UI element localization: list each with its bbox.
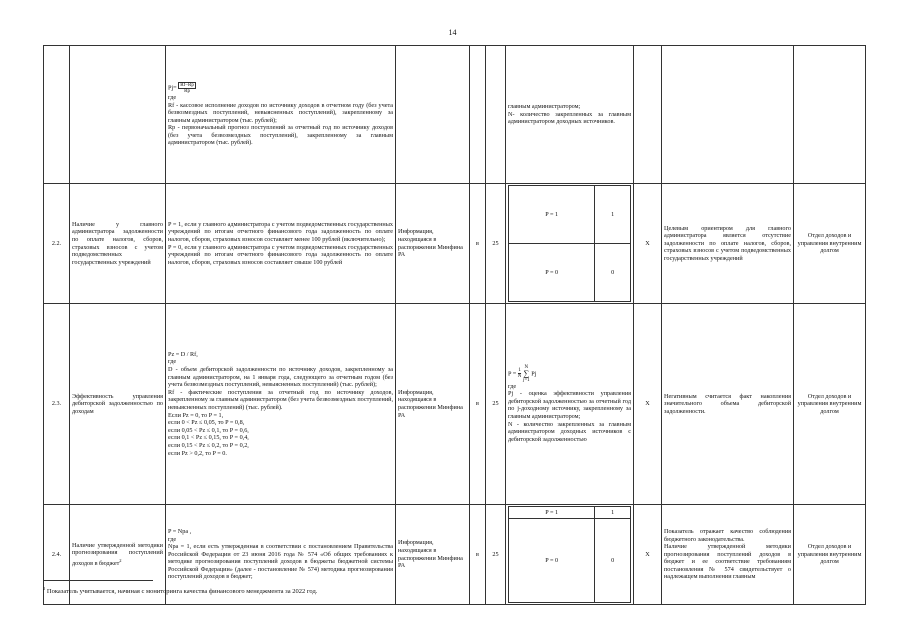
formula-line: Pz = D / Rf, <box>168 350 198 358</box>
source-cell: Информация, находящаяся в распоряжении Минфина РА <box>396 505 470 605</box>
direction-cell: в <box>470 184 486 304</box>
formula-line: Rf - кассовое исполнение доходов по источнику доходов в отчетном году (без учета безвозмездных поступлений, невыясненных поступлений), закрепленному за главным администратором (тыс. рублей); <box>168 101 393 124</box>
weight-cell <box>486 46 506 184</box>
footnote-number: 2 <box>43 586 46 591</box>
formula-line: Rf - фактические поступления за отчетный год по источнику доходов, закрепленному за главным администратором (без учета безвозмездных поступлений, невыясненных поступлений) (тыс. рублей). <box>168 388 393 411</box>
formula-cell <box>166 304 396 505</box>
score-value: 1 <box>595 507 631 519</box>
explanation-line: N - количество закрепленных за главным администратором доходных источников с дебиторской задолженностью <box>508 420 631 443</box>
score-condition: P = 0 <box>509 244 595 302</box>
explanation-cell <box>506 46 634 184</box>
responsible-cell: Отдел доходов и управления внутренним долгом <box>794 304 866 505</box>
responsible-cell: Отдел доходов и управления внутренним долгом <box>794 505 866 605</box>
explanation-line: где <box>508 382 517 390</box>
formula-line: Npa = 1, если есть утвержденная в соответствии с постановлением Правительства Российской Федерации от 23 июня 2016 года № 574 «Об общих требованиях к методике прогнозирования поступлений доходов в бюджеты бюджетной системы Российской Федерации» (далее - постановление № 574) методика прогнозирования поступлений доходов в бюджет; <box>168 543 393 581</box>
sum-symbol: N ∑ j=1 <box>522 364 530 383</box>
direction-cell: в <box>470 304 486 505</box>
score-cell <box>506 184 634 304</box>
index-cell: 2.3. <box>44 304 70 505</box>
table-row <box>44 304 866 505</box>
formula-cell <box>166 46 396 184</box>
footnote-divider <box>43 580 153 581</box>
score-value: 0 <box>595 519 631 603</box>
index-cell: 2.4. <box>44 505 70 605</box>
source-cell: Информация, находящаяся в распоряжении Минфина РА <box>396 184 470 304</box>
index-cell: 2.2. <box>44 184 70 304</box>
table-row <box>44 184 866 304</box>
score-condition: P = 1 <box>509 186 595 244</box>
formula-line: Pj= $\frac{Rf-Rp}{Rp}$ <box>168 82 194 94</box>
formula-line: если 0,15 < Pz ≤ 0,2, то P = 0,2, <box>168 441 249 449</box>
direction-cell: в <box>470 505 486 605</box>
formula-line: если 0,05 < Pz ≤ 0,1, то P = 0,6, <box>168 426 249 434</box>
formula-line: D - объем дебиторской задолженности по источнику доходов, закрепленному за главным администратором, на 1 января года, следующего за отчетным годом (без учета безвозмездных поступлений, невыясненных поступлений) (тыс. рублей); <box>168 366 393 389</box>
direction-cell <box>470 46 486 184</box>
formula-line: P = Npa , <box>168 527 192 535</box>
explanation-line: N- количество закрепленных за главным администратором доходных источников. <box>508 110 631 126</box>
formula-line: Если Pz = 0, то P = 1, <box>168 411 224 419</box>
formula-fraction: $\frac{Rf-Rp}{Rp}$ <box>180 82 194 94</box>
name-cell: Эффективность управления дебиторской задолженностью по доходам <box>70 304 166 505</box>
comment-cell <box>662 46 794 184</box>
formula-cell <box>166 184 396 304</box>
formula-line: P = 0, если у главного администратора с учетом подведомственных государственных учреждений по итогам отчетного финансового года задолженность по оплате налогов, сборов, страховых взносов составляет свыше 100 рублей <box>168 243 393 266</box>
index-cell <box>44 46 70 184</box>
responsible-cell <box>794 46 866 184</box>
indicators-table <box>43 45 866 605</box>
source-cell: Информация, находящаяся в распоряжении Минфина РА <box>396 304 470 505</box>
name-cell: Наличие у главного администратора задолженности по оплате налогов, сборов, страховых взносов с учетом подведомственных государственных учреждений <box>70 184 166 304</box>
weight-cell: 25 <box>486 304 506 505</box>
score-value: 0 <box>595 244 631 302</box>
formula-line: если 0,1 < Pz ≤ 0,15, то P = 0,4, <box>168 434 249 442</box>
comment-cell: Негативным считается факт накопления значительного объема дебиторской задолженности. <box>662 304 794 505</box>
weight-cell: 25 <box>486 505 506 605</box>
footnote-text: Показатель учитывается, начиная с мониторинга качества финансового менеджмента за 2022 год. <box>46 588 318 596</box>
sum-fraction: $\frac{1}{N}$ <box>517 368 522 380</box>
explanation-line: Pj - оценка эффективности управления дебиторской задолженностью за отчетный год по j-доходному источнику, закрепленному за главным администратором; <box>508 390 631 420</box>
source-cell <box>396 46 470 184</box>
formula-line: если Pz > 0,2, то P = 0. <box>168 449 227 457</box>
explanation-cell <box>506 304 634 505</box>
comment-cell: Целевым ориентиром для главного администратора является отсутствие задолженности по оплате налогов, сборов, страховых взносов с учетом подведомственных государственных учреждений <box>662 184 794 304</box>
footnote <box>43 586 317 595</box>
formula-line: где <box>168 93 177 101</box>
name-cell <box>70 46 166 184</box>
responsible-cell: Отдел доходов и управления внутренним долгом <box>794 184 866 304</box>
x-cell <box>634 46 662 184</box>
name-text: Наличие утвержденной методики прогнозирования поступлений доходов в бюджет <box>72 541 163 567</box>
x-cell: X <box>634 184 662 304</box>
page-number: 14 <box>448 28 457 37</box>
comment-cell <box>662 505 794 605</box>
comment-line: Наличие утвержденной методики прогнозирования поступлений доходов в бюджет и ее соответствие требованиям постановления № 574 свидетельствует о надлежащем выполнении главным <box>664 543 791 581</box>
score-table <box>508 185 631 302</box>
table-row <box>44 46 866 184</box>
formula-line: где <box>168 535 177 543</box>
score-condition: P = 1 <box>509 507 595 519</box>
explanation-line: главным администратором; <box>508 103 581 111</box>
x-cell: X <box>634 304 662 505</box>
formula-line: Rp - первоначальный прогноз поступлений за отчетный год по источнику доходов (без учета безвозмездных поступлений), закрепленному за главным администратором (тыс. рублей). <box>168 124 393 147</box>
comment-line: Показатель отражает качество соблюдения бюджетного законодательства. <box>664 527 791 543</box>
sum-formula: P = $\frac{1}{N}$ N ∑ j=1 Pj <box>508 364 537 383</box>
score-value: 1 <box>595 186 631 244</box>
score-cell <box>506 505 634 605</box>
formula-line: P = 1, если у главного администратора с учетом подведомственных государственных учреждений по итогам отчетного финансового года задолженность по оплате налогов, сборов, страховых взносов составляет менее 100 рублей (включительно); <box>168 220 393 243</box>
score-condition: P = 0 <box>509 519 595 603</box>
x-cell: X <box>634 505 662 605</box>
weight-cell: 25 <box>486 184 506 304</box>
formula-line: если 0 < Pz ≤ 0,05, то P = 0,8, <box>168 419 245 427</box>
formula-line: где <box>168 358 177 366</box>
score-table <box>508 506 631 603</box>
footnote-mark: 2 <box>119 557 122 563</box>
